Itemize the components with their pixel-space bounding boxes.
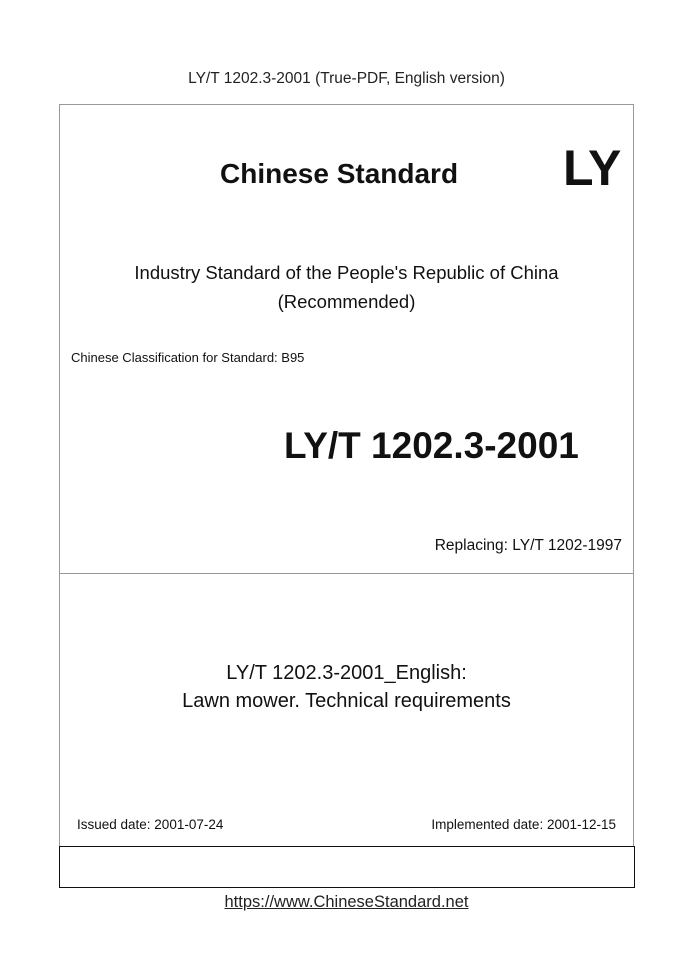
document-title-line-1: LY/T 1202.3-2001_English: (226, 662, 467, 684)
implemented-date: Implemented date: 2001-12-15 (431, 817, 616, 832)
document-title-line-2: Lawn mower. Technical requirements (182, 690, 511, 712)
cover-title: Chinese Standard (220, 158, 459, 189)
industry-line-2: (Recommended) (277, 291, 416, 312)
footer-link-container (0, 893, 693, 912)
replacing-text: Replacing: LY/T 1202-1997 (434, 537, 622, 554)
footer-empty-box (59, 846, 635, 888)
standard-number: LY/T 1202.3-2001 (284, 425, 579, 466)
issued-date: Issued date: 2001-07-24 (77, 817, 224, 832)
document-header-line: LY/T 1202.3-2001 (True-PDF, English version) (188, 70, 505, 87)
classification-text: Chinese Classification for Standard: B95 (71, 350, 305, 365)
industry-line-1: Industry Standard of the People's Republic of China (134, 262, 559, 283)
document-title (0, 659, 693, 715)
website-link[interactable]: https://www.ChineseStandard.net (224, 893, 469, 911)
standard-category-mark: LY (563, 140, 621, 196)
industry-standard-heading (0, 258, 693, 316)
